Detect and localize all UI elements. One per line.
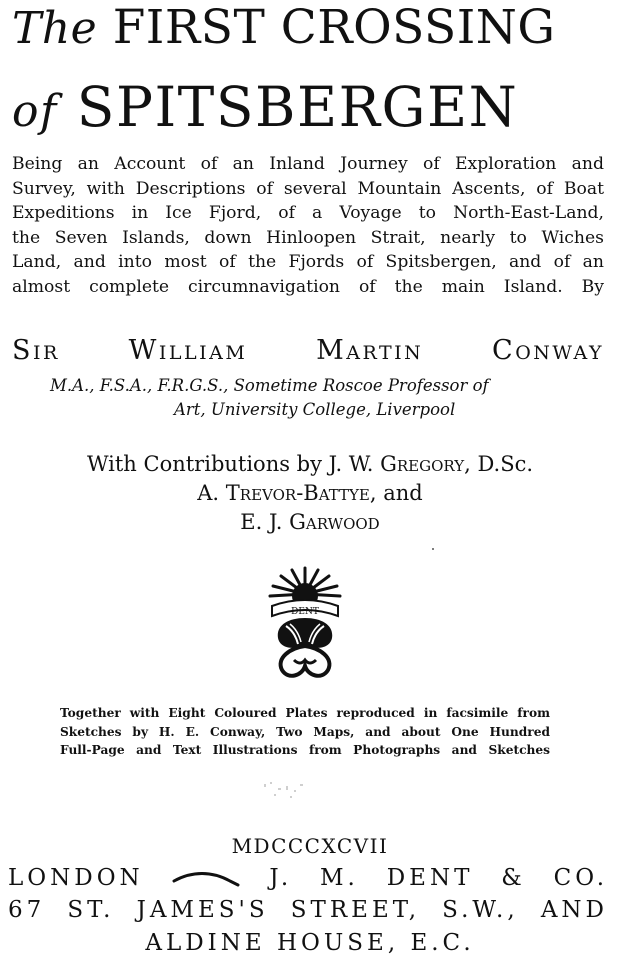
author-qualifications (50, 374, 570, 422)
contributor-garwood: E. J. Garwood (240, 510, 380, 534)
contributor-gregory: J. W. Gregory (328, 452, 465, 476)
title-main-spitsbergen: SPITSBERGEN (76, 75, 519, 139)
description-line: Survey, with Descriptions of several Mountain Ascents, of Boat (12, 178, 604, 199)
qualifications-line-1: M.A., F.S.A., F.R.G.S., Sometime Roscoe Professor of (50, 376, 489, 395)
title-line-2 (12, 75, 620, 139)
title-prefix-of: of (12, 86, 58, 137)
title-line-1 (12, 0, 620, 55)
contributions-intro: With Contributions by (86, 452, 329, 476)
contributions-line-2 (0, 479, 620, 508)
author-name: Sir William Martin Conway (12, 335, 604, 366)
description-paragraph (12, 152, 604, 299)
plates-note (60, 704, 550, 760)
dent-publisher-device-icon (262, 564, 348, 682)
contributions-block (0, 450, 620, 537)
contributor-degree: , D.Sc. (464, 452, 534, 476)
plates-line: Sketches by H. E. Conway, Two Maps, and about One Hundred (60, 724, 550, 739)
description-line: Being an Account of an Inland Journey of Exploration and (12, 154, 604, 174)
ink-speck (432, 548, 434, 550)
description-line: Land, and into most of the Fjords of Spitsbergen, and of an (12, 252, 604, 272)
contributions-and: , and (369, 481, 423, 505)
qualifications-line-2: Art, University College, Liverpool (174, 400, 456, 419)
imprint-house: ALDINE HOUSE, E.C. (145, 930, 475, 956)
faint-smudge-mark (260, 778, 320, 808)
publication-year: MDCCCXCVII (231, 834, 389, 858)
contributor-trevor-battye: A. Trevor-Battye (197, 481, 370, 505)
description-line: almost complete circumnavigation of the main Island. By (12, 276, 604, 297)
swash-dash-icon (172, 869, 242, 889)
device-text: DENT (291, 607, 319, 617)
plates-line: Together with Eight Coloured Plates reproduced in facsimile from (60, 706, 550, 720)
plates-line: Full-Page and Text Illustrations from Photographs and Sketches (60, 743, 550, 757)
title-main-first-crossing: FIRST CROSSING (112, 0, 556, 55)
description-line: Expeditions in Ice Fjord, of a Voyage to North-East-Land, (12, 203, 604, 223)
imprint-address: 67 ST. JAMES'S STREET, S.W., AND (8, 897, 608, 923)
description-line: the Seven Islands, down Hinloopen Strait, nearly to Wiches (12, 227, 604, 248)
imprint-line-1 (8, 865, 608, 891)
imprint-publisher: J. M. DENT & CO. (269, 865, 609, 891)
title-prefix-the: The (12, 3, 98, 54)
contributions-line-1 (0, 450, 620, 479)
imprint-city: LONDON (8, 865, 144, 891)
contributions-line-3 (0, 508, 620, 537)
